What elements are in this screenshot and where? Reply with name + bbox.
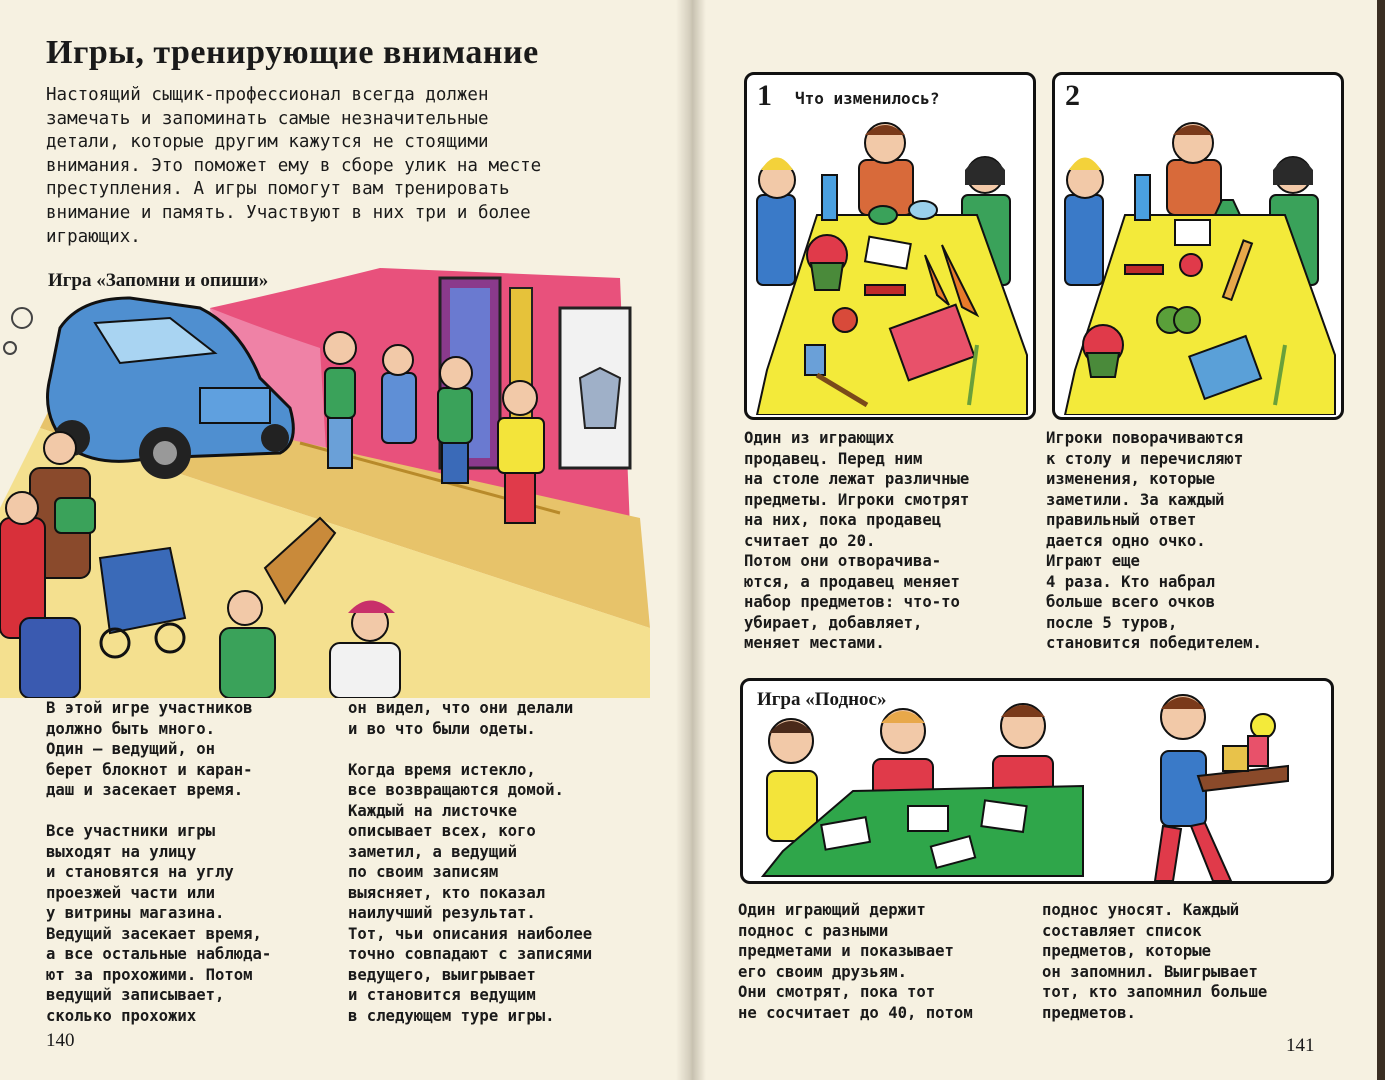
intro-paragraph: Настоящий сыщик-профессионал всегда должен замечать и запоминать самые незначительные детали, которые другим кажутся не стоящими внимания. Это поможет ему в сборе улик на месте преступления. А игры помогут вам тренировать внимание и память. Участвуют в них три и более играющих.: [46, 85, 542, 247]
panel2-illustration: [1055, 115, 1341, 415]
street-illustration: [0, 268, 660, 698]
game-heading-remember: Игра «Запомни и опиши»: [48, 270, 269, 291]
tray-caption-1: Один играющий держит поднос с разными предметами и показывает его своим друзьям. Они смотрят, пока тот не сосчитает до 40, потом: [738, 901, 973, 1022]
book-edge: [1377, 0, 1385, 1080]
left-column-2: он видел, что они делали и во что были одеты. Когда время истекло, все возвращаются домой. Каждый на листочке описывает всех, кого заметил, а ведущий по своим записям выясняет, кто показал наилучший результат. Тот, чьи описания наиболее точно совпадают с записями ведущего, выигрывает и становится ведущим в следующем туре игры.: [348, 699, 593, 1025]
panel-number-1: 1: [757, 79, 772, 112]
page-number-left: 140: [46, 1030, 75, 1051]
panel1-illustration: [747, 115, 1033, 415]
panel1-caption: Один из играющих продавец. Перед ним на столе лежат различные предметы. Игроки смотрят на них, пока продавец считает до 20. Потом они отворачива- ются, а продавец меняет набор предметов: что-то убирает, добавляет, меняет местами.: [744, 429, 970, 652]
game-heading-tray: Игра «Поднос»: [757, 689, 887, 710]
page-title: Игры, тренирующие внимание: [46, 34, 539, 71]
panel-round-two: [1052, 72, 1344, 420]
book-gutter: [676, 0, 706, 1080]
panel-what-changed: [744, 72, 1036, 420]
street-scene-image: [0, 268, 660, 698]
tray-caption-2: поднос уносят. Каждый составляет список предметов, которые он запомнил. Выигрывает тот, кто запомнил больше предметов.: [1042, 901, 1268, 1022]
left-column-1: В этой игре участников должно быть много. Один — ведущий, он берет блокнот и каран- даш и засекает время. Все участники игры выходят на улицу и становятся на углу проезжей части или у витрины магазина. Ведущий засекает время, а все остальные наблюда- ют за прохожими. Потом ведущий записывает, сколько прохожих: [46, 699, 272, 1025]
panel3-illustration: [743, 681, 1331, 881]
panel-number-2: 2: [1065, 79, 1080, 112]
panel2-caption: Игроки поворачиваются к столу и перечисляют изменения, которые заметили. За каждый правильный ответ дается одно очко. Играют еще 4 раза. Кто набрал больше всего очков после 5 туров, становится победителем.: [1046, 429, 1262, 652]
panel-tray-game: [740, 678, 1334, 884]
panel-title-what-changed: Что изменилось?: [795, 89, 940, 108]
page-number-right: 141: [1286, 1035, 1315, 1056]
